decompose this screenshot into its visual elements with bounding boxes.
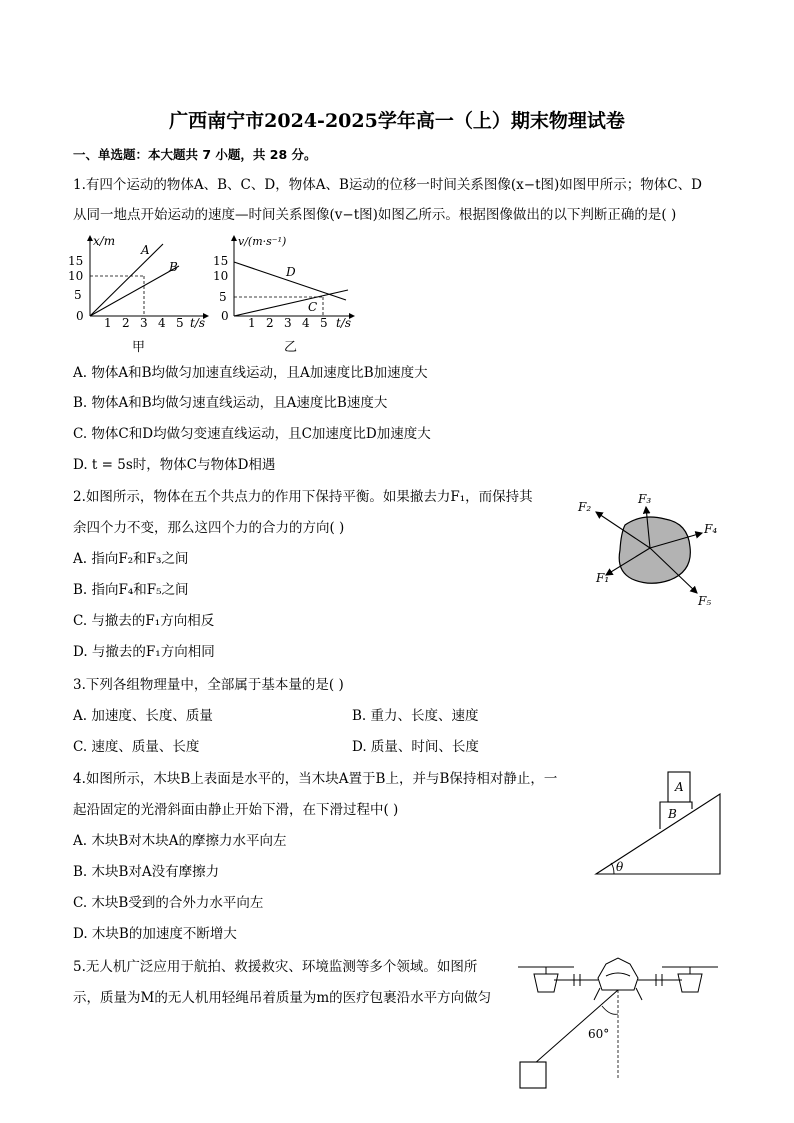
q3-option-a[interactable]: A. 加速度、长度、质量 <box>73 708 213 724</box>
q3-option-b[interactable]: B. 重力、长度、速度 <box>352 708 479 724</box>
caption-yi: 乙 <box>284 340 298 355</box>
q4-incline-figure <box>592 768 726 878</box>
label-line-d: D <box>286 265 296 279</box>
q3-option-c[interactable]: C. 速度、质量、长度 <box>73 739 200 755</box>
q4-option-b[interactable]: B. 木块B对A没有摩擦力 <box>73 864 220 880</box>
ytick: 15 <box>213 254 229 268</box>
ytick: 0 <box>76 309 84 323</box>
object-body <box>619 517 690 583</box>
xtick: 5 <box>176 316 184 330</box>
q2-option-a[interactable]: A. 指向F₂和F₃之间 <box>73 551 189 567</box>
ytick: 10 <box>68 269 84 283</box>
graph-vt-xlabel: t/s <box>336 316 352 330</box>
label-f4: F₄ <box>704 522 718 536</box>
label-f5: F₅ <box>698 594 712 608</box>
label-angle: 60° <box>588 1027 610 1041</box>
xtick: 4 <box>302 316 310 330</box>
q1-option-a[interactable]: A. 物体A和B均做匀加速直线运动，且A加速度比B加速度大 <box>73 365 428 381</box>
graph-xt <box>68 234 208 355</box>
ytick: 10 <box>213 269 229 283</box>
section-heading: 一、单选题：本大题共 7 小题，共 28 分。 <box>73 147 317 162</box>
line-b <box>90 266 179 316</box>
ytick: 5 <box>74 288 82 302</box>
q4-option-a[interactable]: A. 木块B对木块A的摩擦力水平向左 <box>73 833 287 849</box>
q2-stem-line1: 2.如图所示，物体在五个共点力的作用下保持平衡。如果撤去力F₁，而保持其 <box>73 489 533 505</box>
q5-stem-line2: 示，质量为M的无人机用轻绳吊着质量为m的医疗包裹沿水平方向做匀 <box>73 990 492 1006</box>
xtick: 3 <box>140 316 148 330</box>
label-line-c: C <box>308 300 318 314</box>
xtick: 2 <box>122 316 130 330</box>
ytick: 5 <box>219 290 227 304</box>
caption-jia: 甲 <box>132 340 146 355</box>
xtick: 4 <box>158 316 166 330</box>
q2-option-b[interactable]: B. 指向F₄和F₅之间 <box>73 582 189 598</box>
q4-option-d[interactable]: D. 木块B的加速度不断增大 <box>73 926 237 942</box>
incline <box>596 794 720 874</box>
label-line-a: A <box>141 243 150 257</box>
ytick: 15 <box>68 254 84 268</box>
q2-forces-figure <box>570 485 730 615</box>
graph-xt-xlabel: t/s <box>190 316 206 330</box>
page-title: 广西南宁市2024-2025学年高一（上）期末物理试卷 <box>169 110 625 132</box>
q5-stem-line1: 5.无人机广泛应用于航拍、救援救灾、环境监测等多个领域。如图所 <box>73 959 478 975</box>
drone <box>518 958 718 1000</box>
xtick: 5 <box>320 316 328 330</box>
label-line-b: B <box>169 260 178 274</box>
q2-option-c[interactable]: C. 与撤去的F₁方向相反 <box>73 613 215 629</box>
q2-stem-line2: 余四个力不变，那么这四个力的合力的方向( ) <box>73 520 345 536</box>
line-c <box>234 290 348 316</box>
label-f3: F₃ <box>638 492 652 506</box>
label-block-a: A <box>675 780 684 794</box>
q4-stem-line1: 4.如图所示，木块B上表面是水平的，当木块A置于B上，并与B保持相对静止，一 <box>73 771 558 787</box>
xtick: 3 <box>284 316 292 330</box>
label-block-b: B <box>668 807 677 821</box>
q1-option-c[interactable]: C. 物体C和D均做匀变速直线运动，且C加速度比D加速度大 <box>73 426 431 442</box>
q4-stem-line2: 起沿固定的光滑斜面由静止开始下滑，在下滑过程中( ) <box>73 802 399 818</box>
graph-xt-ylabel: x/m <box>93 234 116 248</box>
q1-option-b[interactable]: B. 物体A和B均做匀速直线运动，且A速度比B速度大 <box>73 395 388 411</box>
q2-option-d[interactable]: D. 与撤去的F₁方向相同 <box>73 644 215 660</box>
graph-vt <box>213 235 354 355</box>
q4-option-c[interactable]: C. 木块B受到的合外力水平向左 <box>73 895 264 911</box>
q5-drone-figure <box>514 952 724 1094</box>
xtick: 1 <box>248 316 256 330</box>
label-f2: F₂ <box>578 500 592 514</box>
q1-stem-line2: 从同一地点开始运动的速度—时间关系图像(v−t图)如图乙所示。根据图像做出的以下判断正确的是( ) <box>73 207 677 223</box>
xtick: 1 <box>104 316 112 330</box>
package <box>520 1062 546 1088</box>
ytick: 0 <box>221 309 229 323</box>
q3-option-d[interactable]: D. 质量、时间、长度 <box>352 739 479 755</box>
q1-graphs-figure <box>66 230 366 358</box>
line-a <box>90 244 163 316</box>
graph-vt-ylabel: v/(m·s⁻¹) <box>238 235 287 248</box>
q3-stem: 3.下列各组物理量中，全部属于基本量的是( ) <box>73 677 344 693</box>
label-theta: θ <box>616 860 624 874</box>
label-f1: F₁ <box>596 571 610 585</box>
q1-stem-line1: 1.有四个运动的物体A、B、C、D，物体A、B运动的位移一时间关系图像(x−t图)如图甲所示；物体C、D <box>73 177 702 193</box>
xtick: 2 <box>266 316 274 330</box>
q1-option-d[interactable]: D. t = 5s时，物体C与物体D相遇 <box>73 457 276 473</box>
